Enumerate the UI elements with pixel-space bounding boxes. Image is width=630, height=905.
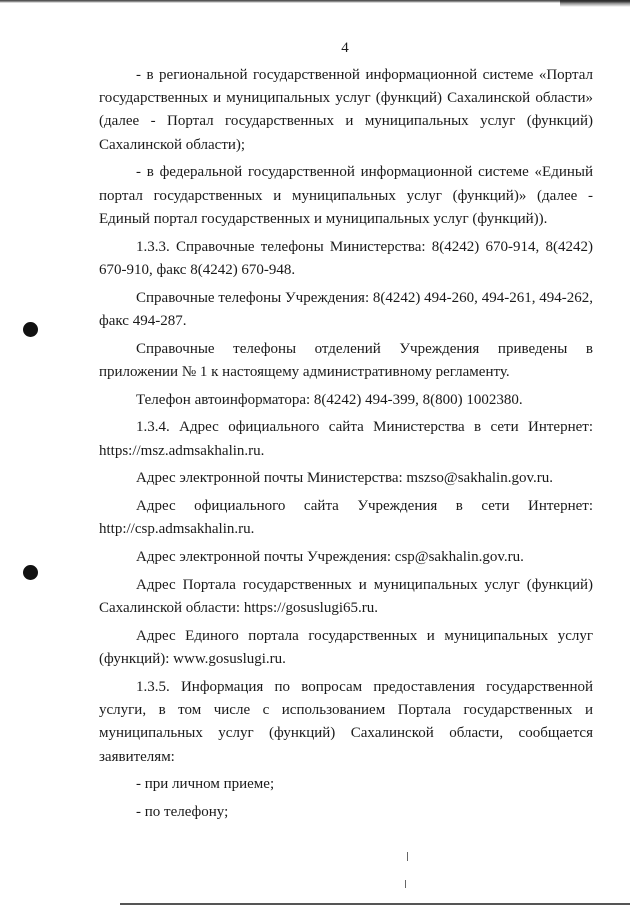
document-body [99, 64, 593, 829]
paragraph-institution-phones: Справочные телефоны Учреждения: 8(4242) 494-260, 494-261, 494-262, факс 494-287. [99, 289, 593, 329]
paragraph-regional-portal: - в региональной государственной информационной системе «Портал государственных и муниципальных услуг (функций) Сахалинской области» (далее - Портал государственных и муниципальных услуг (функций) Сахалинской области); [99, 67, 593, 153]
scan-speck [405, 880, 406, 888]
punch-hole [23, 322, 38, 337]
paragraph-ministry-email: Адрес электронной почты Министерства: mszso@sakhalin.gov.ru. [136, 470, 553, 487]
paragraph-information-provision: 1.3.5. Информация по вопросам предоставления государственной услуги, в том числе с использованием Портала государственных и муниципальных услуг (функций) Сахалинской области, сообщается заявителям: [99, 679, 593, 765]
paragraph-ministry-phones: 1.3.3. Справочные телефоны Министерства: 8(4242) 670-914, 8(4242) 670-910, факс 8(4242) 670-948. [99, 238, 593, 278]
paragraph-regional-portal-address: Адрес Портала государственных и муниципальных услуг (функций) Сахалинской области: https://gosuslugi65.ru. [99, 577, 593, 617]
paragraph-federal-portal: - в федеральной государственной информационной системе «Единый портал государственных и муниципальных услуг (функций)» (далее - Единый портал государственных и муниципальных услуг (функций)). [99, 164, 593, 227]
page-number: 4 [341, 40, 349, 56]
punch-hole [23, 565, 38, 580]
paragraph-federal-portal-address: Адрес Единого портала государственных и муниципальных услуг (функций): www.gosuslugi.ru. [99, 628, 593, 668]
list-item-in-person: - при личном приеме; [136, 776, 275, 793]
paragraph-branch-phones: Справочные телефоны отделений Учреждения приведены в приложении № 1 к настоящему административному регламенту. [99, 340, 593, 380]
paragraph-institution-email: Адрес электронной почты Учреждения: csp@sakhalin.gov.ru. [136, 549, 524, 566]
scan-top-edge [0, 0, 630, 3]
scan-top-edge-corner [560, 0, 630, 7]
scan-speck [407, 852, 408, 861]
list-item-by-phone: - по телефону; [136, 804, 229, 821]
paragraph-ministry-website: 1.3.4. Адрес официального сайта Министерства в сети Интернет: https://msz.admsakhalin.ru. [99, 419, 593, 459]
paragraph-autoinformer-phone: Телефон автоинформатора: 8(4242) 494-399, 8(800) 1002380. [136, 391, 523, 408]
paragraph-institution-website: Адрес официального сайта Учреждения в сети Интернет: http://csp.admsakhalin.ru. [99, 498, 593, 538]
